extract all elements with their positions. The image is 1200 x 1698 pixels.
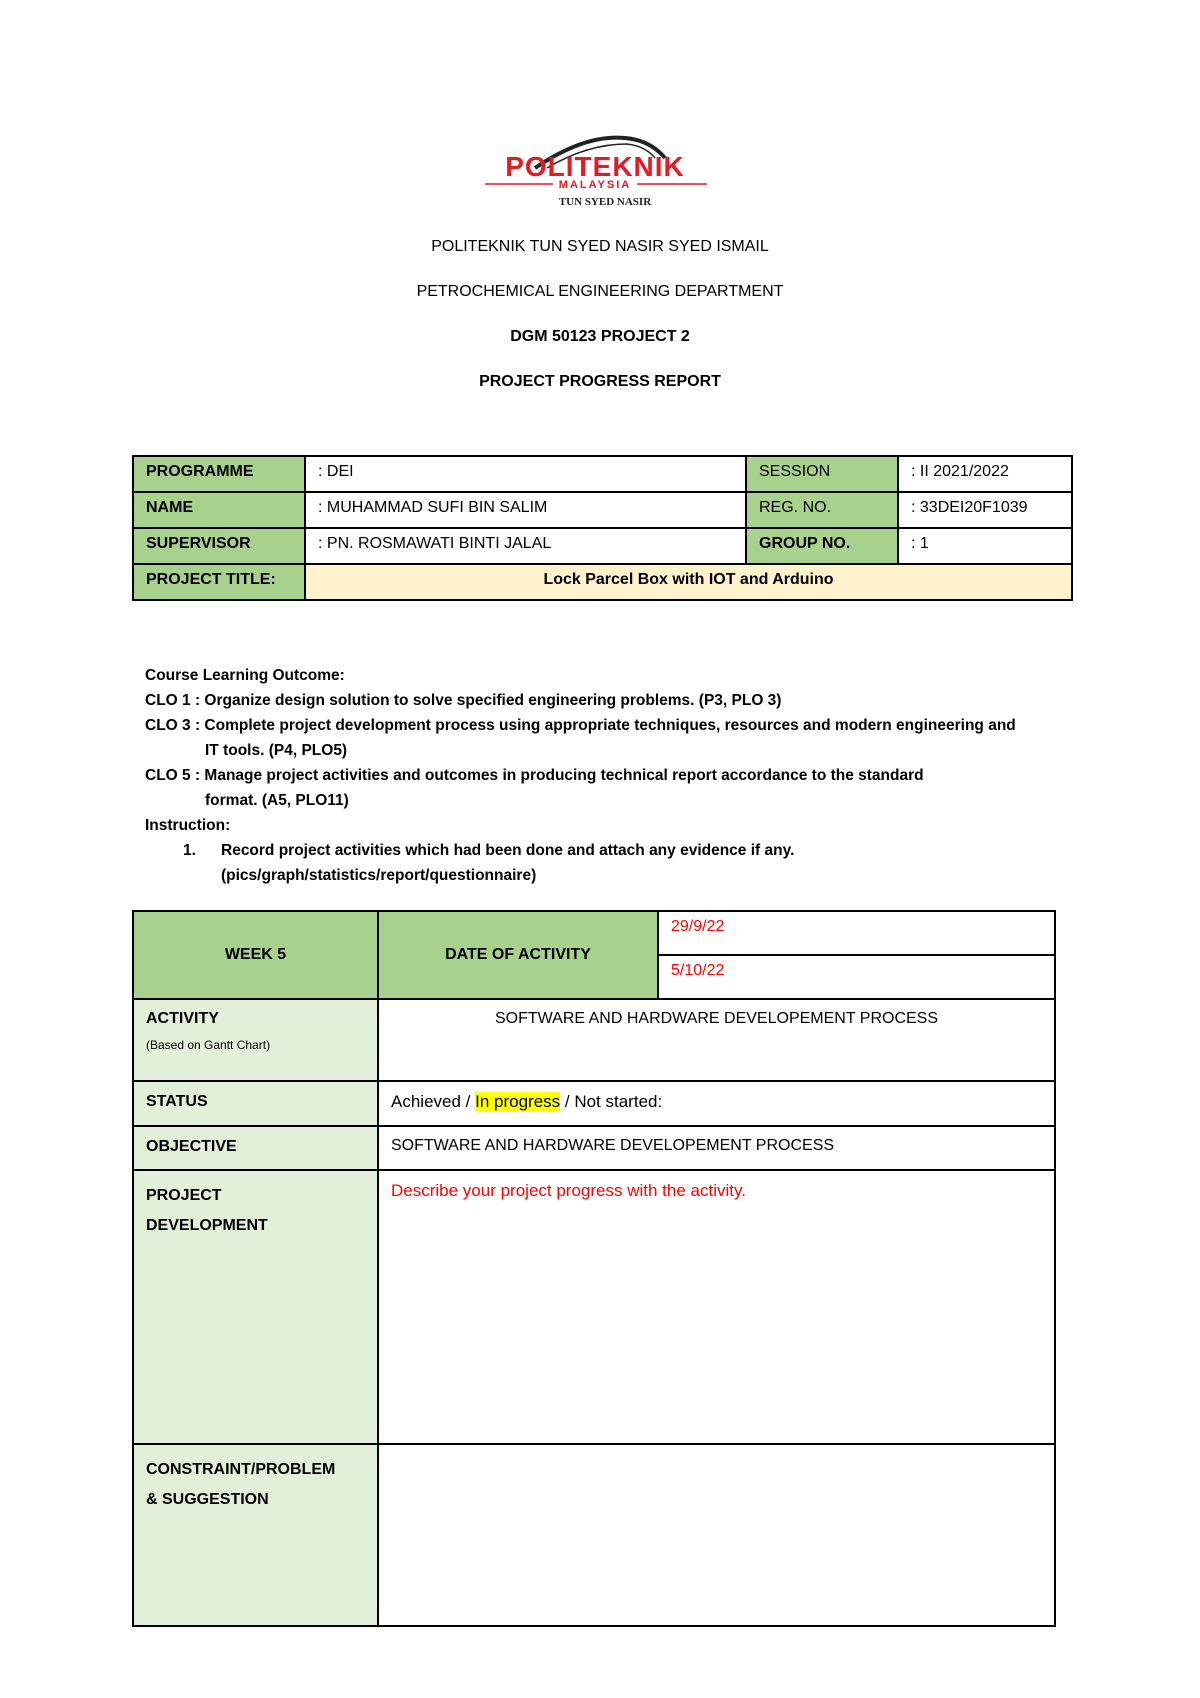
week-label: WEEK 5: [133, 911, 378, 999]
clo-3-cont: IT tools. (P4, PLO5): [205, 742, 348, 759]
department-name: PETROCHEMICAL ENGINEERING DEPARTMENT: [416, 283, 784, 300]
course-code: DGM 50123 PROJECT 2: [510, 328, 690, 345]
status-label: STATUS: [133, 1081, 378, 1126]
activity-value: SOFTWARE AND HARDWARE DEVELOPEMENT PROCESS: [378, 999, 1055, 1081]
instruction-item: [145, 838, 1125, 863]
logo-wordmark: POLITEKNIK: [505, 151, 685, 182]
programme-value: : DEI: [305, 456, 746, 492]
status-value: [378, 1081, 1055, 1126]
constraint-label-1: CONSTRAINT/PROBLEM: [146, 1461, 336, 1478]
activity-label-text: ACTIVITY: [146, 1010, 219, 1027]
session-value: : II 2021/2022: [898, 456, 1072, 492]
instruction-number: 1.: [183, 842, 196, 859]
clo-1: CLO 1 : Organize design solution to solve specified engineering problems. (P3, PLO 3): [145, 692, 782, 709]
date-of-activity-label: DATE OF ACTIVITY: [378, 911, 658, 999]
report-title: PROJECT PROGRESS REPORT: [479, 373, 721, 390]
logo-country: MALAYSIA: [558, 179, 632, 191]
reg-label: REG. NO.: [746, 492, 898, 528]
supervisor-value: : PN. ROSMAWATI BINTI JALAL: [305, 528, 746, 564]
status-achieved: Achieved /: [391, 1092, 476, 1111]
date-from: 29/9/22: [658, 911, 1055, 955]
activity-label: [133, 999, 378, 1081]
constraint-label-2: & SUGGESTION: [146, 1491, 269, 1508]
name-value: : MUHAMMAD SUFI BIN SALIM: [305, 492, 746, 528]
politeknik-logo: [475, 128, 715, 210]
logo-campus: TUN SYED NASIR: [558, 196, 652, 208]
objective-value: SOFTWARE AND HARDWARE DEVELOPEMENT PROCESS: [378, 1126, 1055, 1170]
status-not-started: / Not started:: [560, 1092, 663, 1111]
group-label: GROUP NO.: [746, 528, 898, 564]
project-development-label: [133, 1170, 378, 1444]
session-label: SESSION: [746, 456, 898, 492]
date-to: 5/10/22: [658, 955, 1055, 999]
project-development-label-1: PROJECT: [146, 1187, 222, 1204]
objective-label: OBJECTIVE: [133, 1126, 378, 1170]
course-learning-outcomes: [145, 663, 1125, 888]
supervisor-label: SUPERVISOR: [133, 528, 305, 564]
name-label: NAME: [133, 492, 305, 528]
clo-heading: Course Learning Outcome:: [145, 667, 345, 684]
project-title-label: PROJECT TITLE:: [133, 564, 305, 600]
project-development-value: Describe your project progress with the activity.: [378, 1170, 1055, 1444]
institution-name: POLITEKNIK TUN SYED NASIR SYED ISMAIL: [431, 238, 769, 255]
constraint-value: [378, 1444, 1055, 1626]
clo-3: CLO 3 : Complete project development process using appropriate techniques, resources and modern engineering and: [145, 717, 1016, 734]
instruction-heading: Instruction:: [145, 817, 231, 834]
instruction-text-cont: (pics/graph/statistics/report/questionnaire): [221, 867, 537, 884]
clo-5-cont: format. (A5, PLO11): [205, 792, 349, 809]
constraint-label: [133, 1444, 378, 1626]
reg-value: : 33DEI20F1039: [898, 492, 1072, 528]
clo-5: CLO 5 : Manage project activities and outcomes in producing technical report accordance to the standard: [145, 767, 924, 784]
instruction-text: Record project activities which had been done and attach any evidence if any.: [221, 842, 795, 859]
activity-note: (Based on Gantt Chart): [146, 1038, 271, 1052]
status-in-progress: In progress: [475, 1092, 561, 1111]
week-activity-table: [132, 910, 1056, 1627]
programme-label: PROGRAMME: [133, 456, 305, 492]
student-info-table: [132, 455, 1073, 601]
group-value: : 1: [898, 528, 1072, 564]
project-title-value: Lock Parcel Box with IOT and Arduino: [305, 564, 1072, 600]
project-development-label-2: DEVELOPMENT: [146, 1217, 268, 1234]
